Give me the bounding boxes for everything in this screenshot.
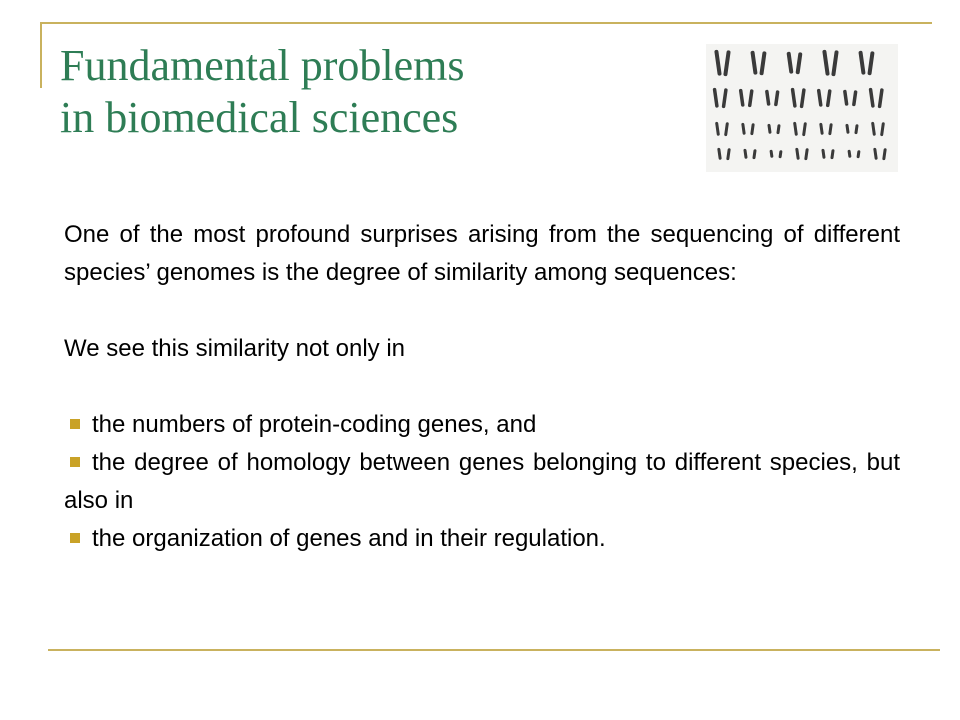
chromosome-mark [830, 149, 834, 159]
chromosome-mark [724, 122, 729, 136]
chromosome-mark [793, 122, 798, 136]
chromosome-mark [802, 122, 807, 136]
square-bullet-icon [70, 533, 80, 543]
chromosome-mark [714, 50, 722, 76]
chromosome-mark [845, 124, 849, 134]
chromosome-mark [791, 88, 797, 108]
chromosome-mark [750, 51, 757, 75]
chromosome-mark [759, 51, 766, 75]
chromosome-mark [776, 124, 780, 134]
chromosome-mark [869, 88, 875, 108]
title-line-1: Fundamental problems [60, 41, 465, 90]
chromosome-mark [748, 89, 754, 107]
chromosome-mark [843, 90, 849, 106]
chromosome-mark [778, 150, 782, 158]
slide-body [64, 216, 900, 558]
chromosome-mark [767, 124, 771, 134]
frame-bottom-line [48, 649, 940, 651]
chromosome-mark [878, 88, 884, 108]
chromosome-mark [822, 50, 830, 76]
chromosome-mark [717, 148, 722, 160]
chromosome-mark [871, 122, 876, 136]
lead-paragraph: We see this similarity not only in [64, 335, 406, 362]
chromosome-mark [715, 122, 720, 136]
chromosome-mark [713, 88, 719, 108]
square-bullet-icon [70, 419, 80, 429]
bullet-item-1: the numbers of protein-coding genes, and [64, 406, 900, 444]
chromosome-mark [828, 123, 833, 135]
chromosome-mark [880, 122, 885, 136]
chromosome-mark [817, 89, 823, 107]
chromosome-mark [795, 148, 800, 160]
chromosome-mark [847, 150, 851, 158]
chromosome-mark [826, 89, 832, 107]
chromosome-mark [819, 123, 824, 135]
chromosome-mark [831, 50, 839, 76]
chromosome-mark [722, 88, 728, 108]
chromosome-mark [774, 90, 780, 106]
chromosome-mark [726, 148, 731, 160]
chromosome-mark [804, 148, 809, 160]
chromosome-mark [821, 149, 825, 159]
chromosome-mark [858, 51, 865, 75]
title-line-2: in biomedical sciences [60, 93, 459, 142]
chromosome-mark [854, 124, 858, 134]
chromosome-mark [852, 90, 858, 106]
chromosome-mark [765, 90, 771, 106]
chromosome-mark [723, 50, 731, 76]
square-bullet-icon [70, 457, 80, 467]
chromosome-mark [752, 149, 756, 159]
chromosome-mark [800, 88, 806, 108]
chromosome-mark [739, 89, 745, 107]
spacer [64, 292, 900, 330]
chromosome-mark [873, 148, 878, 160]
intro-paragraph: One of the most profound surprises arising from the sequencing of different species’ genomes is the degree of similarity among sequences: [64, 221, 900, 286]
chromosome-mark [769, 150, 773, 158]
karyotype-chromosomes-image [706, 44, 898, 172]
spacer [64, 368, 900, 406]
slide-title [60, 40, 465, 144]
chromosome-mark [750, 123, 755, 135]
frame-left-line [40, 22, 42, 88]
chromosome-mark [856, 150, 860, 158]
chromosome-mark [882, 148, 887, 160]
frame-top-line [40, 22, 932, 24]
chromosome-mark [786, 52, 793, 74]
chromosome-mark [741, 123, 746, 135]
bullet-item-2: the degree of homology between genes belonging to different species, but also in [64, 449, 900, 514]
chromosome-mark [867, 51, 874, 75]
bullet-item-3: the organization of genes and in their regulation. [64, 520, 900, 558]
chromosome-mark [795, 52, 802, 74]
chromosome-mark [743, 149, 747, 159]
